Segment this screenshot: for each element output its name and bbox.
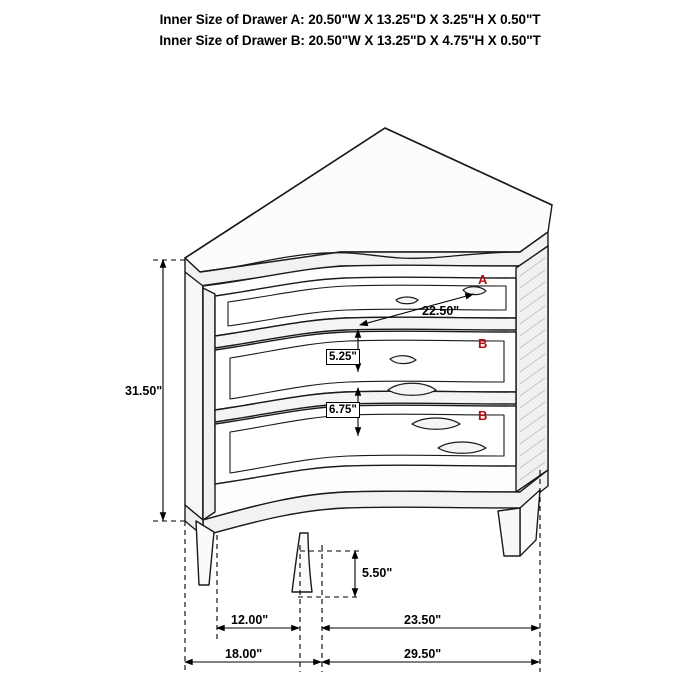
- dim-total-height: 31.50": [125, 384, 163, 398]
- dim-top-depth: 22.50": [422, 304, 460, 318]
- callout-drawer-b1: B: [478, 336, 488, 351]
- dim-front-width: 23.50": [404, 613, 442, 627]
- header-line-2: Inner Size of Drawer B: 20.50"W X 13.25"D X 4.75"H X 0.50"T: [159, 33, 541, 48]
- header-line-1: Inner Size of Drawer A: 20.50"W X 13.25"D X 3.25"H X 0.50"T: [159, 12, 541, 27]
- dim-drawer-b-height: 6.75": [326, 402, 360, 418]
- dim-base-depth: 18.00": [225, 647, 263, 661]
- callout-drawer-b2: B: [478, 408, 488, 423]
- dim-leg-height: 5.50": [362, 566, 393, 580]
- callout-drawer-a: A: [478, 272, 488, 287]
- dim-drawer-a-height: 5.25": [326, 349, 360, 365]
- dim-side-depth: 12.00": [231, 613, 269, 627]
- dim-base-width: 29.50": [404, 647, 442, 661]
